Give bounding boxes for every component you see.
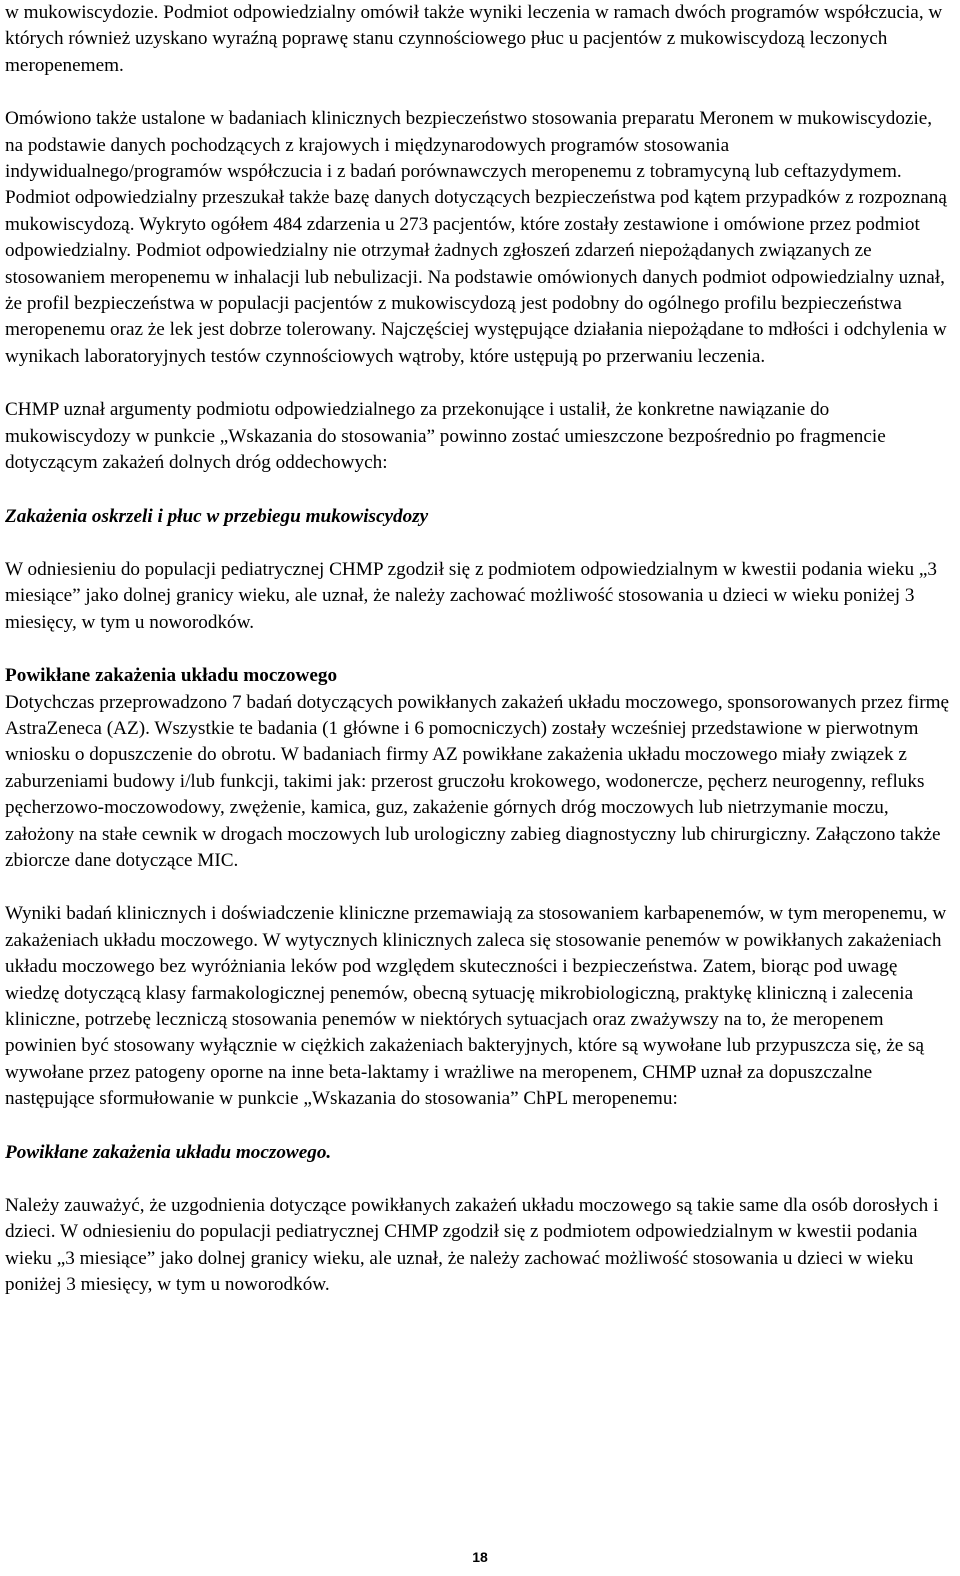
paragraph-cuti-studies: Dotychczas przeprowadzono 7 badań dotyczących powikłanych zakażeń układu moczowego, sponsorowanych przez firmę AstraZeneca (AZ). Wszystkie te badania (1 główne i 6 pomocniczych) zostały wcześniej przedstawione w pierwotnym wniosku o dopuszczenie do obrotu. W badaniach firmy AZ powikłane zakażenia układu moczowego miały związek z zaburzeniami budowy i/lub funkcji, takimi jak: przerost gruczołu krokowego, wodonercze, pęcherz neurogenny, refluks pęcherzowo-moczowodowy, zwężenie, kamica, guz, zakażenie górnych dróg moczowych lub nietrzymanie moczu, założony na stałe cewnik w drogach moczowych lub urologiczny zabieg diagnostyczny lub chirurgiczny. Załączono także zbiorcze dane dotyczące MIC. <box>5 691 950 871</box>
paragraph-pediatric-cf: W odniesieniu do populacji pediatrycznej CHMP zgodził się z podmiotem odpowiedzialnym w kwestii podania wieku „3 miesiące” jako dolnej granicy wieku, ale uznał, że należy zachować możliwość stosowania u dzieci w wieku poniżej 3 miesięcy, w tym u noworodków. <box>5 558 937 633</box>
paragraph-cf-treatment-programs: w mukowiscydozie. Podmiot odpowiedzialny omówił także wyniki leczenia w ramach dwóch programów współczucia, w których również uzyskano wyraźną poprawę stanu czynnościowego płuc u pacjentów z mukowiscydozą leczonych meropenemem. <box>5 2 943 76</box>
paragraph-chmp-cf-conclusion: CHMP uznał argumenty podmiotu odpowiedzialnego za przekonujące i ustalił, że konkretne nawiązanie do mukowiscydozy w punkcie „Wskazania do stosowania” powinno zostać umieszczone bezpośrednio po fragmencie dotyczącym zakażeń dolnych dróg oddechowych: <box>5 399 886 474</box>
section-heading-cuti: Powikłane zakażenia układu moczowego <box>5 665 338 687</box>
paragraph-cuti-evidence: Wyniki badań klinicznych i doświadczenie kliniczne przemawiają za stosowaniem karbapenemów, w tym meropenemu, w zakażeniach układu moczowego. W wytycznych klinicznych zaleca się stosowanie penemów w powikłanych zakażeniach układu moczowego bez wyróżniania leków pod względem skuteczności i bezpieczeństwa. Zatem, biorąc pod uwagę wiedzę dotyczącą klasy farmakologicznej penemów, obecną sytuację mikrobiologiczną, praktykę kliniczną i zalecenia kliniczne, potrzebę leczniczą stosowania penemów w niektórych sytuacjach oraz zważywszy na to, że meropenem powinien być stosowany wyłącznie w ciężkich zakażeniach bakteryjnych, które są wywołane lub przypuszcza się, że są wywołane przez patogeny oporne na inne beta-laktamy i wrażliwe na meropenem, CHMP uznał za dopuszczalne następujące sformułowanie w punkcie „Wskazania do stosowania” ChPL meropenemu: <box>5 903 947 1110</box>
page-number: 18 <box>472 1549 488 1565</box>
paragraph-cf-safety: Omówiono także ustalone w badaniach klinicznych bezpieczeństwo stosowania preparatu Meronem w mukowiscydozie, na podstawie danych pochodzących z krajowych i międzynarodowych programów stosowania indywidualnego/programów współczucia i z badań porównawczych meropenemu z tobramycyną lub ceftazydymem. Podmiot odpowiedzialny przeszukał także bazę danych dotyczących bezpieczeństwa pod kątem przypadków z rozpoznaną mukowiscydozą. Wykryto ogółem 484 zdarzenia u 273 pacjentów, które zostały zestawione i omówione przez podmiot odpowiedzialny. Podmiot odpowiedzialny nie otrzymał żadnych zgłoszeń zdarzeń niepożądanych związanych ze stosowaniem meropenemu w inhalacji lub nebulizacji. Na podstawie omówionych danych podmiot odpowiedzialny uznał, że profil bezpieczeństwa w populacji pacjentów z mukowiscydozą jest podobny do ogólnego profilu bezpieczeństwa meropenemu oraz że lek jest dobrze tolerowany. Najczęściej występujące działania niepożądane to mdłości i odchylenia w wynikach laboratoryjnych testów czynnościowych wątroby, które ustępują po przerwaniu leczenia. <box>5 108 947 367</box>
indication-heading-cuti: Powikłane zakażenia układu moczowego. <box>5 1141 332 1163</box>
indication-heading-cf: Zakażenia oskrzeli i płuc w przebiegu mukowiscydozy <box>5 505 429 527</box>
document-page <box>5 0 951 1299</box>
paragraph-pediatric-cuti: Należy zauważyć, że uzgodnienia dotyczące powikłanych zakażeń układu moczowego są takie same dla osób dorosłych i dzieci. W odniesieniu do populacji pediatrycznej CHMP zgodził się z podmiotem odpowiedzialnym w kwestii podania wieku „3 miesiące” jako dolnej granicy wieku, ale uznał, że należy zachować możliwość stosowania u dzieci w wieku poniżej 3 miesięcy, w tym u noworodków. <box>5 1195 939 1296</box>
